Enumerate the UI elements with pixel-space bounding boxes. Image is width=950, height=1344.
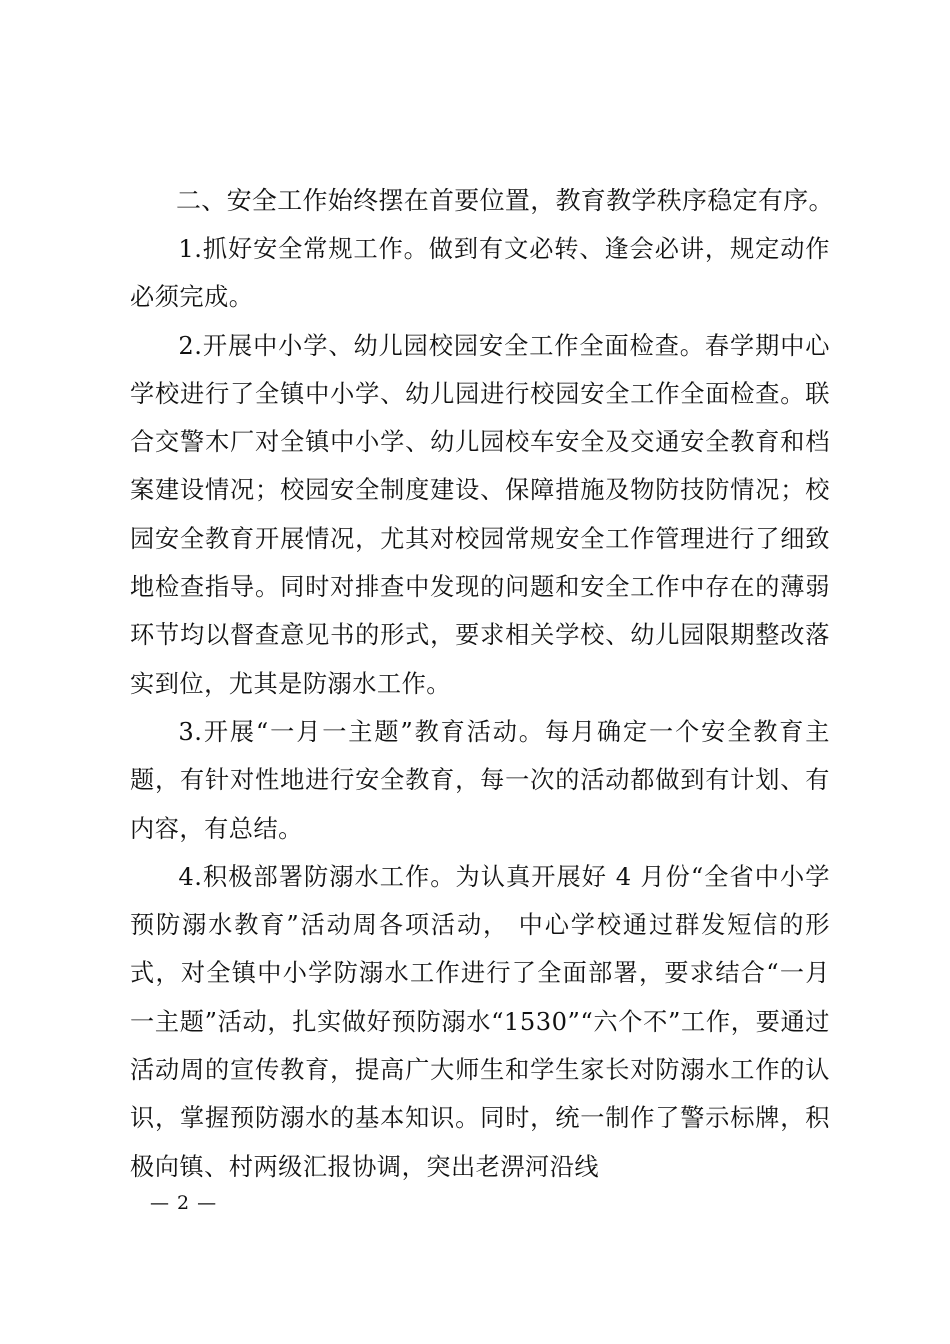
- page-number: — 2 —: [150, 1192, 218, 1214]
- paragraph-1: 1.抓好安全常规工作。做到有文必转、逢会必讲，规定动作必须完成。: [130, 235, 830, 312]
- paragraph-3: 3.开展“一月一主题”教育活动。每月确定一个安全教育主题，有针对性地进行安全教育，每一次的活动都做到有计划、有内容，有总结。: [130, 717, 830, 843]
- paragraph-4: 4.积极部署防溺水工作。为认真开展好 4 月份“全省中小学预防溺水教育”活动周各项活动， 中心学校通过群发短信的形式，对全镇中小学防溺水工作进行了全面部署，要求结合“一月一主题”活动，扎实做好预防溺水“1530”“六个不”工作，要通过活动周的宣传教育，提高广大师生和学生家长对防溺水工作的认识，掌握预防溺水的基本知识。同时，统一制作了警示标牌，积极向镇、村两级汇报协调，突出老淠河沿线: [130, 862, 830, 1181]
- document-body: [130, 176, 834, 1191]
- section-heading: 二、安全工作始终摆在首要位置，教育教学秩序稳定有序。: [176, 186, 834, 215]
- paragraph-2: 2.开展中小学、幼儿园校园安全工作全面检查。春学期中心学校进行了全镇中小学、幼儿园进行校园安全工作全面检查。联合交警木厂对全镇中小学、幼儿园校车安全及交通安全教育和档案建设情况；校园安全制度建设、保障措施及物防技防情况；校园安全教育开展情况，尤其对校园常规安全工作管理进行了细致地检查指导。同时对排查中发现的问题和安全工作中存在的薄弱环节均以督查意见书的形式，要求相关学校、幼儿园限期整改落实到位，尤其是防溺水工作。: [130, 331, 830, 698]
